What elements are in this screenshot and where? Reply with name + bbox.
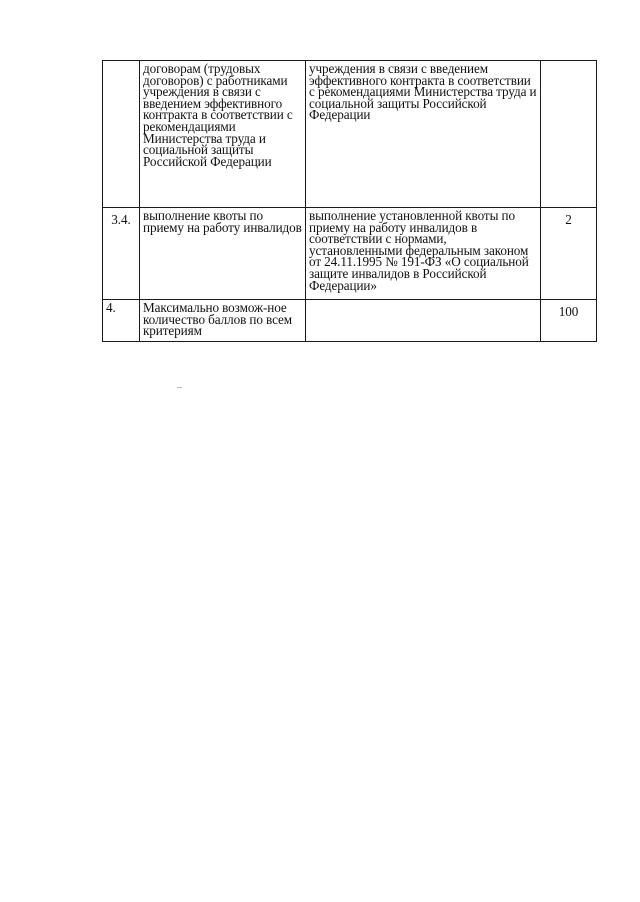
- table-row: [103, 61, 597, 208]
- score-cell: 2: [541, 208, 597, 300]
- description-cell: [306, 300, 541, 342]
- score-cell: 100: [541, 300, 597, 342]
- description-text: выполнение установленной квоты по приему на работу инвалидов в соответствии с нормами, установленными федеральным законом от 24.11.1995 № 191-ФЗ «О социальной защите инвалидов в Российской Федерации»: [309, 208, 529, 293]
- row-number-cell: 4.: [103, 300, 140, 342]
- criterion-text: договорам (трудовых договоров) с работниками учреждения в связи с введением эффективного контракта в соответствии с рекомендациями Министерства труда и социальной защиты Российской Федерации: [143, 61, 293, 169]
- criterion-text: выполнение квоты по приему на работу инвалидов: [143, 208, 302, 235]
- description-text: учреждения в связи с введением эффективного контракта в соответствии с рекомендациями Министерства труда и социальной защиты Российской Федерации: [309, 61, 537, 123]
- criterion-cell: [140, 300, 306, 342]
- scan-speck: [177, 387, 182, 388]
- table-row: [103, 208, 597, 300]
- table-row: [103, 300, 597, 342]
- criterion-text: Максимально возмож-ное количество баллов по всем критериям: [143, 300, 293, 339]
- row-number-cell: 3.4.: [103, 208, 140, 300]
- criterion-cell: [140, 61, 306, 208]
- criteria-table: [102, 60, 597, 342]
- description-cell: [306, 61, 541, 208]
- score-cell: [541, 61, 597, 208]
- description-cell: [306, 208, 541, 300]
- row-number-cell: [103, 61, 140, 208]
- criterion-cell: [140, 208, 306, 300]
